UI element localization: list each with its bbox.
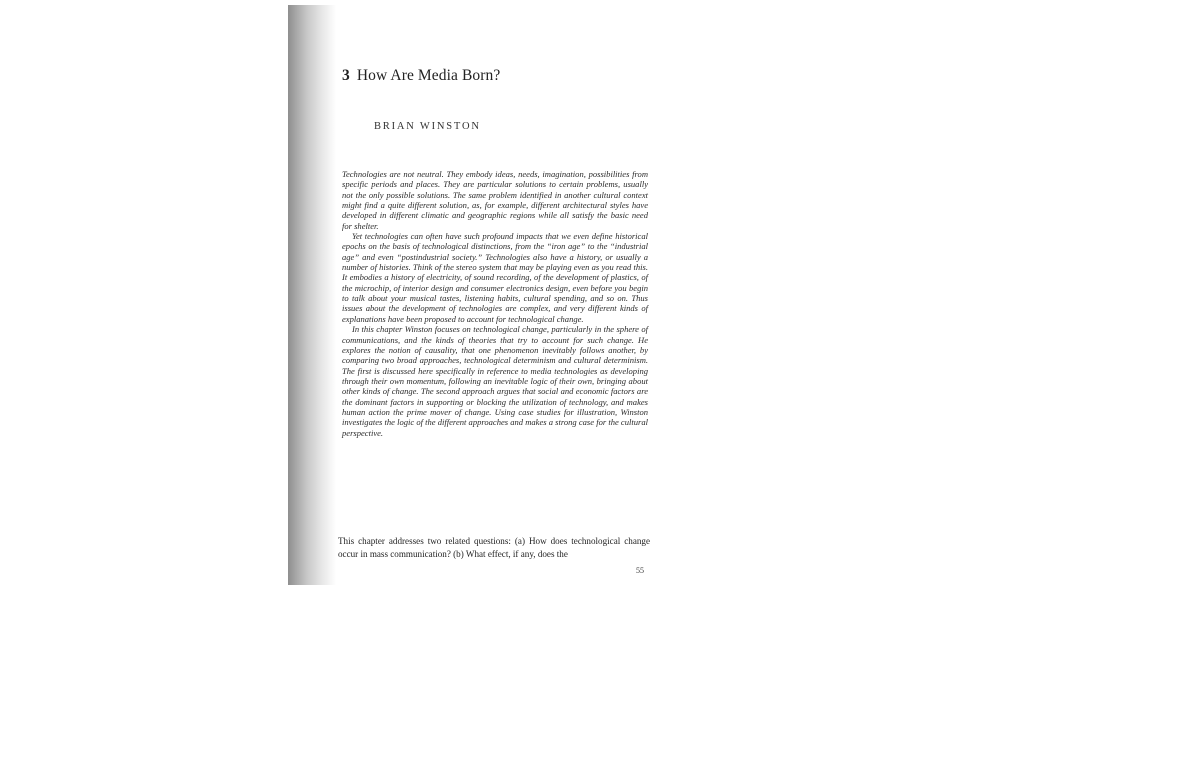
intro-paragraph: Yet technologies can often have such profound impacts that we even define historical epochs on the basis of technological distinctions, from the “iron age” to the “industrial age” and even “postindustrial society.” Technologies also have a history, or usually a number of histories. Think of the stereo system that may be playing even as you read this. It embodies a history of electricity, of sound recording, of the development of plastics, of the microchip, of interior design and consumer electronics design, even before you begin to talk about your musical tastes, listening habits, cultural spending, and so on. Thus issues about the development of technologies are complex, and very different kinds of explanations have been proposed to account for technological change. — [342, 231, 648, 324]
binding-shadow — [288, 5, 336, 585]
chapter-introduction — [342, 169, 648, 438]
author-name: BRIAN WINSTON — [374, 121, 481, 132]
intro-paragraph: Technologies are not neutral. They embody ideas, needs, imagination, possibilities from specific periods and places. They are particular solutions to certain problems, usually not the only possible solutions. The same problem identified in another cultural context might find a quite different solution, as, for example, different architectural styles have developed in different climatic and geographic regions while all satisfy the basic need for shelter. — [342, 169, 648, 231]
page-number: 55 — [636, 566, 644, 575]
chapter-title: How Are Media Born? — [356, 67, 501, 84]
intro-paragraph: In this chapter Winston focuses on technological change, particularly in the sphere of communications, and the kinds of theories that try to account for such change. He explores the notion of causality, that one phenomenon inevitably follows another, by comparing two broad approaches, technological determinism and cultural determinism. The first is discussed here specifically in reference to media technologies as developing through their own momentum, following an inevitable logic of their own, bringing about other kinds of change. The second approach argues that social and economic factors are the dominant factors in supporting or blocking the utilization of technology, and makes human action the prime mover of change. Using case studies for illustration, Winston investigates the logic of the different approaches and makes a strong case for the cultural perspective. — [342, 324, 648, 438]
chapter-heading — [342, 67, 500, 85]
body-paragraph: This chapter addresses two related questions: (a) How does technological change occur in mass communication? (b) What effect, if any, does the — [338, 536, 650, 559]
chapter-number: 3 — [342, 67, 350, 84]
scanned-book-page — [288, 5, 668, 585]
